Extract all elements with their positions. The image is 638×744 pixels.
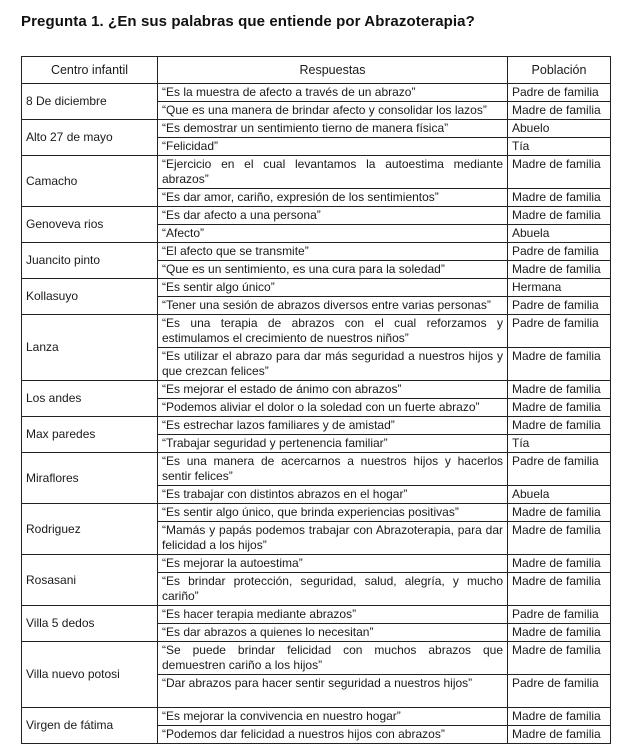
respuesta-cell: “Es una manera de acercarnos a nuestros hijos y hacerlos sentir felices” [158, 453, 508, 486]
respuesta-cell: “Que es una manera de brindar afecto y consolidar los lazos” [158, 102, 508, 120]
respuesta-cell: “Que es un sentimiento, es una cura para la soledad” [158, 261, 508, 279]
table-row [22, 606, 611, 624]
poblacion-cell: Madre de familia [508, 102, 611, 120]
respuesta-cell: “Es una terapia de abrazos con el cual reforzamos y estimulamos el crecimiento de nuestros niños” [158, 315, 508, 348]
table-row [22, 120, 611, 138]
respuesta-cell: “Es sentir algo único, que brinda experiencias positivas” [158, 504, 508, 522]
poblacion-cell: Padre de familia [508, 675, 611, 708]
centro-cell: Kollasuyo [22, 279, 158, 315]
respuesta-cell: “Es hacer terapia mediante abrazos” [158, 606, 508, 624]
respuesta-cell: “Podemos dar felicidad a nuestros hijos con abrazos” [158, 726, 508, 744]
poblacion-cell: Madre de familia [508, 381, 611, 399]
centro-cell: Villa 5 dedos [22, 606, 158, 642]
respuesta-cell: “Es dar amor, cariño, expresión de los sentimientos” [158, 189, 508, 207]
poblacion-cell: Madre de familia [508, 156, 611, 189]
poblacion-cell: Madre de familia [508, 573, 611, 606]
respuesta-cell: “Podemos aliviar el dolor o la soledad con un fuerte abrazo” [158, 399, 508, 417]
table-row [22, 84, 611, 102]
respuesta-cell: “Es mejorar la convivencia en nuestro hogar” [158, 708, 508, 726]
poblacion-cell: Madre de familia [508, 726, 611, 744]
poblacion-cell: Padre de familia [508, 453, 611, 486]
respuesta-cell: “Felicidad” [158, 138, 508, 156]
poblacion-cell: Madre de familia [508, 624, 611, 642]
table-row [22, 279, 611, 297]
poblacion-cell: Madre de familia [508, 708, 611, 726]
centro-cell: Juancito pinto [22, 243, 158, 279]
poblacion-cell: Tía [508, 138, 611, 156]
respuesta-cell: “Trabajar seguridad y pertenencia familiar” [158, 435, 508, 453]
respuesta-cell: “Es sentir algo único” [158, 279, 508, 297]
poblacion-cell: Tía [508, 435, 611, 453]
respuesta-cell: “Mamás y papás podemos trabajar con Abrazoterapia, para dar felicidad a los hijos” [158, 522, 508, 555]
centro-cell: Rosasani [22, 555, 158, 606]
poblacion-cell: Madre de familia [508, 555, 611, 573]
respuesta-cell: “El afecto que se transmite” [158, 243, 508, 261]
centro-cell: Miraflores [22, 453, 158, 504]
respuesta-cell: “Ejercicio en el cual levantamos la autoestima mediante abrazos” [158, 156, 508, 189]
table-row [22, 207, 611, 225]
centro-cell: Los andes [22, 381, 158, 417]
table-header-row [22, 57, 611, 84]
poblacion-cell: Padre de familia [508, 84, 611, 102]
table-row [22, 453, 611, 486]
centro-cell: Camacho [22, 156, 158, 207]
poblacion-cell: Abuela [508, 486, 611, 504]
respuesta-cell: “Es trabajar con distintos abrazos en el hogar” [158, 486, 508, 504]
poblacion-cell: Padre de familia [508, 606, 611, 624]
responses-table [21, 56, 611, 744]
respuesta-cell: “Es utilizar el abrazo para dar más seguridad a nuestros hijos y que crezcan felices” [158, 348, 508, 381]
centro-cell: Alto 27 de mayo [22, 120, 158, 156]
respuesta-cell: “Se puede brindar felicidad con muchos abrazos que demuestren cariño a los hijos” [158, 642, 508, 675]
poblacion-cell: Abuela [508, 225, 611, 243]
respuesta-cell: “Afecto” [158, 225, 508, 243]
poblacion-cell: Madre de familia [508, 207, 611, 225]
table-row [22, 642, 611, 675]
poblacion-cell: Madre de familia [508, 417, 611, 435]
table-body [22, 84, 611, 744]
header-respuestas: Respuestas [158, 57, 508, 84]
respuesta-cell: “Es estrechar lazos familiares y de amistad” [158, 417, 508, 435]
respuesta-cell: “Es mejorar la autoestima” [158, 555, 508, 573]
poblacion-cell: Madre de familia [508, 261, 611, 279]
table-row [22, 243, 611, 261]
poblacion-cell: Hermana [508, 279, 611, 297]
centro-cell: Rodriguez [22, 504, 158, 555]
respuesta-cell: “Es dar abrazos a quienes lo necesitan” [158, 624, 508, 642]
header-centro: Centro infantil [22, 57, 158, 84]
centro-cell: Max paredes [22, 417, 158, 453]
centro-cell: Virgen de fátima [22, 708, 158, 744]
poblacion-cell: Abuelo [508, 120, 611, 138]
centro-cell: 8 De diciembre [22, 84, 158, 120]
centro-cell: Genoveva rios [22, 207, 158, 243]
header-poblacion: Población [508, 57, 611, 84]
centro-cell: Lanza [22, 315, 158, 381]
poblacion-cell: Madre de familia [508, 642, 611, 675]
respuesta-cell: “Es mejorar el estado de ánimo con abrazos” [158, 381, 508, 399]
poblacion-cell: Padre de familia [508, 297, 611, 315]
poblacion-cell: Madre de familia [508, 348, 611, 381]
table-row [22, 708, 611, 726]
table-row [22, 315, 611, 348]
table-row [22, 555, 611, 573]
table-row [22, 504, 611, 522]
poblacion-cell: Madre de familia [508, 189, 611, 207]
poblacion-cell: Padre de familia [508, 315, 611, 348]
respuesta-cell: “Es demostrar un sentimiento tierno de manera física” [158, 120, 508, 138]
poblacion-cell: Madre de familia [508, 522, 611, 555]
question-title: Pregunta 1. ¿En sus palabras que entiende por Abrazoterapia? [21, 13, 475, 30]
respuesta-cell: “Tener una sesión de abrazos diversos entre varias personas” [158, 297, 508, 315]
table-row [22, 417, 611, 435]
table-row [22, 156, 611, 189]
table-row [22, 381, 611, 399]
respuesta-cell: “Es la muestra de afecto a través de un abrazo” [158, 84, 508, 102]
poblacion-cell: Padre de familia [508, 243, 611, 261]
centro-cell: Villa nuevo potosi [22, 642, 158, 708]
respuesta-cell: “Es dar afecto a una persona” [158, 207, 508, 225]
poblacion-cell: Madre de familia [508, 399, 611, 417]
poblacion-cell: Madre de familia [508, 504, 611, 522]
respuesta-cell: “Es brindar protección, seguridad, salud, alegría, y mucho cariño” [158, 573, 508, 606]
respuesta-cell: “Dar abrazos para hacer sentir seguridad a nuestros hijos” [158, 675, 508, 708]
